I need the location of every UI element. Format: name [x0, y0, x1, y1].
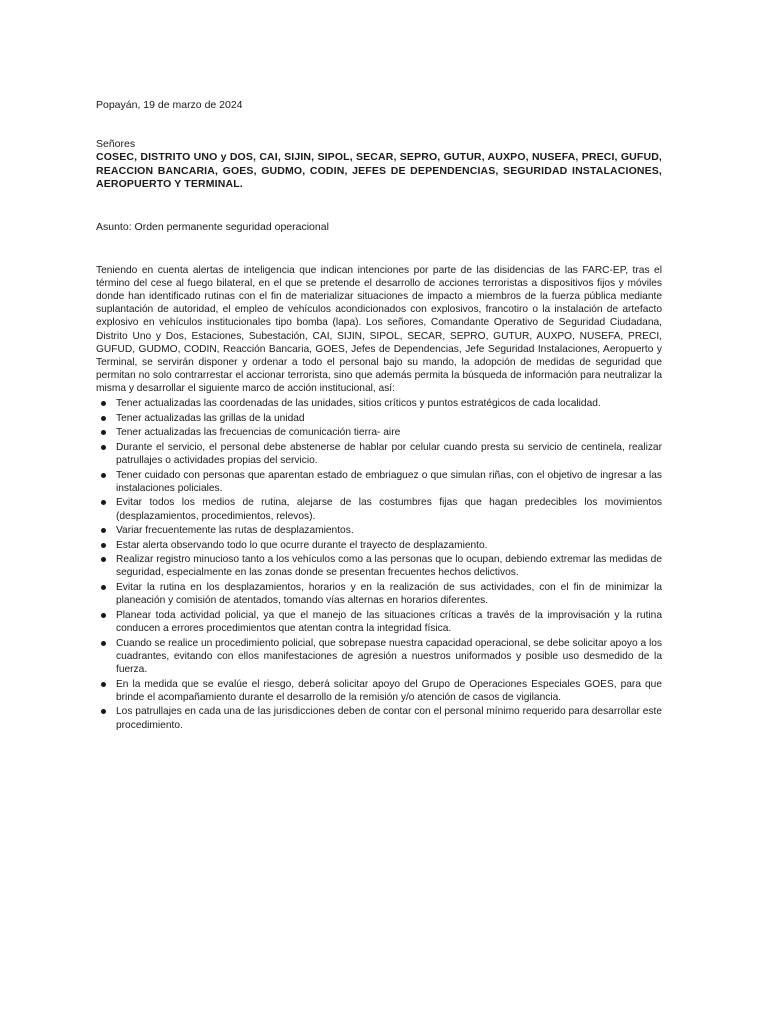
- list-item-text: Cuando se realice un procedimiento policial, que sobrepase nuestra capacidad operacional, se debe solicitar apoyo a los cuadrantes, evitando con ellos manifestaciones de agresión a nuestros uniformados y posible uso desmedido de la fuerza.: [116, 637, 662, 676]
- letter-addressees: COSEC, DISTRITO UNO y DOS, CAI, SIJIN, SIPOL, SECAR, SEPRO, GUTUR, AUXPO, NUSEFA, PRECI, GUFUD, REACCION BANCARIA, GOES, GUDMO, CODIN, JEFES DE DEPENDENCIAS, SEGURIDAD INSTALACIONES, AEROPUERTO Y TERMINAL.: [96, 151, 662, 190]
- letter-greeting: Señores: [96, 138, 136, 150]
- list-item: [96, 637, 662, 677]
- bullet-icon: [101, 543, 106, 548]
- list-item: [96, 553, 662, 579]
- list-item-text: Tener actualizadas las frecuencias de comunicación tierra- aire: [116, 427, 401, 439]
- bullet-icon: [101, 401, 106, 406]
- list-item-text: Tener actualizadas las grillas de la unidad: [116, 412, 305, 424]
- list-item: [96, 609, 662, 635]
- list-item: [96, 496, 662, 522]
- list-item-text: Estar alerta observando todo lo que ocurre durante el trayecto de desplazamiento.: [116, 539, 488, 551]
- bullet-icon: [101, 430, 106, 435]
- bullet-icon: [101, 473, 106, 478]
- bullet-icon: [101, 557, 106, 562]
- letter-subject: Asunto: Orden permanente seguridad operacional: [96, 220, 329, 233]
- list-item: [96, 581, 662, 607]
- bullet-icon: [101, 682, 106, 687]
- list-item: [96, 412, 662, 425]
- bullet-icon: [101, 585, 106, 590]
- list-item-text: Variar frecuentemente las rutas de desplazamientos.: [116, 525, 354, 537]
- letter-body-paragraph: Teniendo en cuenta alertas de inteligencia que indican intenciones por parte de las disidencias de las FARC-EP, tras el término del cese al fuego bilateral, en el que se pretende el desarrollo de acciones terroristas a dispositivos fijos y móviles donde han identificado rutinas con el fin de materializar situaciones de impacto a miembros de la fuerza pública mediante suplantación de autoridad, el empleo de vehículos acondicionados con explosivos, francotiro o la instalación de artefacto explosivo en vehículos institucionales tipo bomba (lapa). Los señores, Comandante Operativo de Seguridad Ciudadana, Distrito Uno y Dos, Estaciones, Subestación, CAI, SIJIN, SIPOL, SECAR, SEPRO, GUTUR, AUXPO, NUSEFA, PRECI, GUFUD, GUDMO, CODIN, Reacción Bancaria, GOES, Jefes de Dependencias, Jefe Seguridad Instalaciones, Aeropuerto y Terminal, se servirán disponer y ordenar a todo el personal bajo su mando, la adopción de medidas de seguridad que permitan no solo contrarrestar el accionar terrorista, sino que además permita la búsqueda de información para neutralizar la misma y desarrollar el siguiente marco de acción institucional, así:: [96, 264, 662, 395]
- list-item-text: En la medida que se evalúe el riesgo, deberá solicitar apoyo del Grupo de Operaciones Especiales GOES, para que brinde el acompañamiento durante el desarrollo de la remisión y/o atención de casos de vigilancia.: [116, 678, 662, 703]
- bullet-icon: [101, 641, 106, 646]
- list-item-text: Evitar la rutina en los desplazamientos, horarios y en la realización de sus actividades, con el fin de minimizar la planeación y comisión de atentados, tomando vías alternas en horarios diferentes.: [116, 582, 662, 607]
- list-item-text: Tener cuidado con personas que aparentan estado de embriaguez o que simulan riñas, con el objetivo de ingresar a las instalaciones policiales.: [116, 469, 662, 494]
- list-item-text: Durante el servicio, el personal debe abstenerse de hablar por celular cuando presta su servicio de centinela, realizar patrullajes o actividades propias del servicio.: [116, 441, 662, 466]
- list-item: [96, 469, 662, 495]
- list-item-text: Los patrullajes en cada una de las jurisdicciones deben de contar con el personal mínimo requerido para desarrollar este procedimiento.: [116, 706, 662, 731]
- list-item: [96, 524, 662, 537]
- bullet-icon: [101, 445, 106, 450]
- list-item: [96, 397, 662, 410]
- list-item-text: Planear toda actividad policial, ya que el manejo de las situaciones críticas a través de la improvisación y la rutina conducen a errores procedimientos que atentan contra la integridad física.: [116, 609, 662, 635]
- list-item: [96, 441, 662, 467]
- list-item: [96, 426, 662, 439]
- list-item: [96, 539, 662, 552]
- bullet-icon: [101, 500, 106, 505]
- bullet-icon: [101, 709, 106, 714]
- measures-list: [96, 397, 662, 732]
- letter-date: Popayán, 19 de marzo de 2024: [96, 99, 243, 111]
- letter-page: [96, 98, 662, 732]
- list-item-text: Tener actualizadas las coordenadas de las unidades, sitios críticos y puntos estratégicos de cada localidad.: [116, 397, 601, 409]
- list-item: [96, 705, 662, 731]
- list-item-text: Evitar todos los medios de rutina, alejarse de las costumbres fijas que hagan predecibles los movimientos (desplazamientos, procedimientos, relevos).: [116, 497, 662, 522]
- list-item: [96, 678, 662, 704]
- bullet-icon: [101, 613, 106, 618]
- bullet-icon: [101, 416, 106, 421]
- list-item-text: Realizar registro minucioso tanto a los vehículos como a las personas que lo ocupan, debiendo extremar las medidas de seguridad, especialmente en las zonas donde se presentan frecuentes hechos delictivos.: [116, 554, 662, 579]
- bullet-icon: [101, 528, 106, 533]
